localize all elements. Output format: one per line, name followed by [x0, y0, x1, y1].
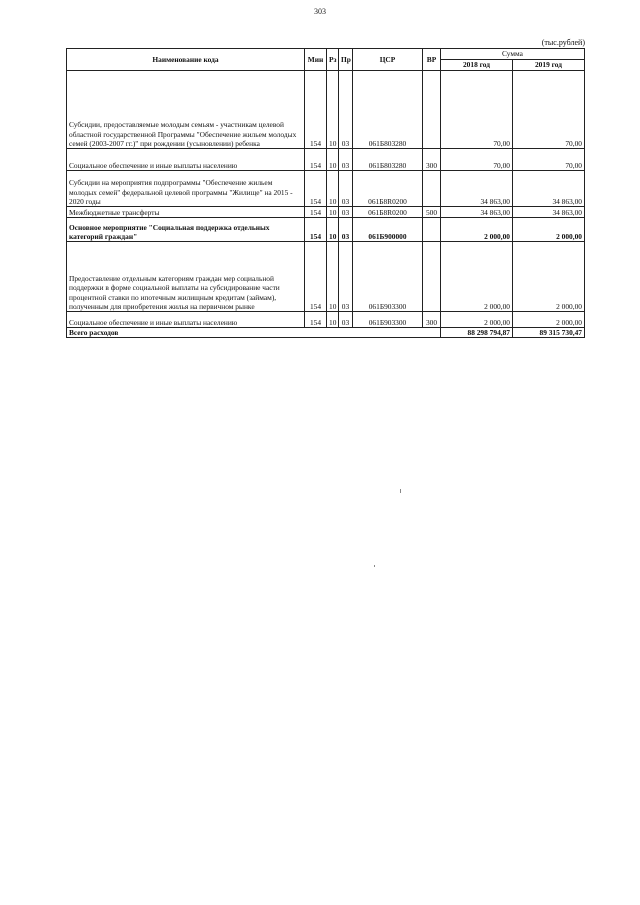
header-2019: 2019 год [513, 60, 585, 71]
row-pr: 03 [339, 312, 353, 328]
row-csr: 061Б903300 [353, 242, 423, 312]
header-sum: Сумма [441, 49, 585, 60]
row-vr [423, 171, 441, 207]
table-row [67, 71, 585, 149]
row-min: 154 [305, 171, 327, 207]
total-2019: 89 315 730,47 [513, 328, 585, 338]
row-min: 154 [305, 242, 327, 312]
table-row [67, 312, 585, 328]
table-row [67, 149, 585, 171]
row-min: 154 [305, 218, 327, 242]
row-rz: 10 [327, 218, 339, 242]
row-name: Межбюджетные трансферты [67, 207, 305, 218]
header-pr: Пр [339, 49, 353, 71]
row-pr: 03 [339, 149, 353, 171]
row-vr [423, 71, 441, 149]
row-2018: 2 000,00 [441, 312, 513, 328]
row-vr [423, 242, 441, 312]
table-row [67, 207, 585, 218]
row-min: 154 [305, 149, 327, 171]
budget-table [66, 48, 585, 338]
row-2019: 2 000,00 [513, 312, 585, 328]
table-row [67, 218, 585, 242]
row-pr: 03 [339, 242, 353, 312]
row-name: Субсидии на мероприятия подпрограммы "Обеспечение жильем молодых семей" федеральной целевой программы "Жилище" на 2015 - 2020 годы [67, 171, 305, 207]
row-pr: 03 [339, 207, 353, 218]
row-2019: 34 863,00 [513, 171, 585, 207]
row-name: Социальное обеспечение и иные выплаты населению [67, 149, 305, 171]
row-csr: 061Б903300 [353, 312, 423, 328]
row-vr: 300 [423, 312, 441, 328]
table-row [67, 242, 585, 312]
row-rz: 10 [327, 242, 339, 312]
row-min: 154 [305, 312, 327, 328]
row-csr: 061Б803280 [353, 71, 423, 149]
row-pr: 03 [339, 171, 353, 207]
row-rz: 10 [327, 71, 339, 149]
row-csr: 061Б8R0200 [353, 171, 423, 207]
row-vr [423, 218, 441, 242]
row-min: 154 [305, 71, 327, 149]
row-2019: 2 000,00 [513, 218, 585, 242]
row-csr: 061Б803280 [353, 149, 423, 171]
total-2018: 88 298 794,87 [441, 328, 513, 338]
row-vr: 500 [423, 207, 441, 218]
header-name: Наименование кода [67, 49, 305, 71]
row-rz: 10 [327, 312, 339, 328]
header-min: Мин [305, 49, 327, 71]
row-min: 154 [305, 207, 327, 218]
row-2019: 2 000,00 [513, 242, 585, 312]
row-vr: 300 [423, 149, 441, 171]
row-2018: 2 000,00 [441, 218, 513, 242]
row-2018: 2 000,00 [441, 242, 513, 312]
row-rz: 10 [327, 149, 339, 171]
row-name: Социальное обеспечение и иные выплаты населению [67, 312, 305, 328]
row-csr: 061Б900000 [353, 218, 423, 242]
row-2019: 70,00 [513, 149, 585, 171]
header-csr: ЦСР [353, 49, 423, 71]
row-2018: 70,00 [441, 71, 513, 149]
row-2019: 70,00 [513, 71, 585, 149]
row-2018: 34 863,00 [441, 171, 513, 207]
total-label: Всего расходов [67, 328, 441, 338]
row-name: Субсидии, предоставляемые молодым семьям - участникам целевой областной государственной Программы "Обеспечение жильем молодых семей (2003-2007 гг.)" при рождении (усыновлении) ребенка [67, 71, 305, 149]
row-csr: 061Б8R0200 [353, 207, 423, 218]
row-2019: 34 863,00 [513, 207, 585, 218]
table-row [67, 171, 585, 207]
row-pr: 03 [339, 218, 353, 242]
total-row [67, 328, 585, 338]
page-number: 303 [314, 7, 326, 16]
row-2018: 70,00 [441, 149, 513, 171]
header-2018: 2018 год [441, 60, 513, 71]
row-rz: 10 [327, 171, 339, 207]
units-label: (тыс.рублей) [541, 38, 585, 47]
scan-speck [400, 489, 401, 493]
row-2018: 34 863,00 [441, 207, 513, 218]
row-name: Основное мероприятие "Социальная поддержка отдельных категорий граждан" [67, 218, 305, 242]
row-pr: 03 [339, 71, 353, 149]
header-vr: ВР [423, 49, 441, 71]
header-rz: Рз [327, 49, 339, 71]
scan-speck [374, 565, 375, 567]
row-rz: 10 [327, 207, 339, 218]
row-name: Предоставление отдельным категориям граждан мер социальной поддержки в форме социальной выплаты на субсидирование части процентной ставки по ипотечным жилищным кредитам (займам), полученным для приобретения жилья на первичном рынке [67, 242, 305, 312]
